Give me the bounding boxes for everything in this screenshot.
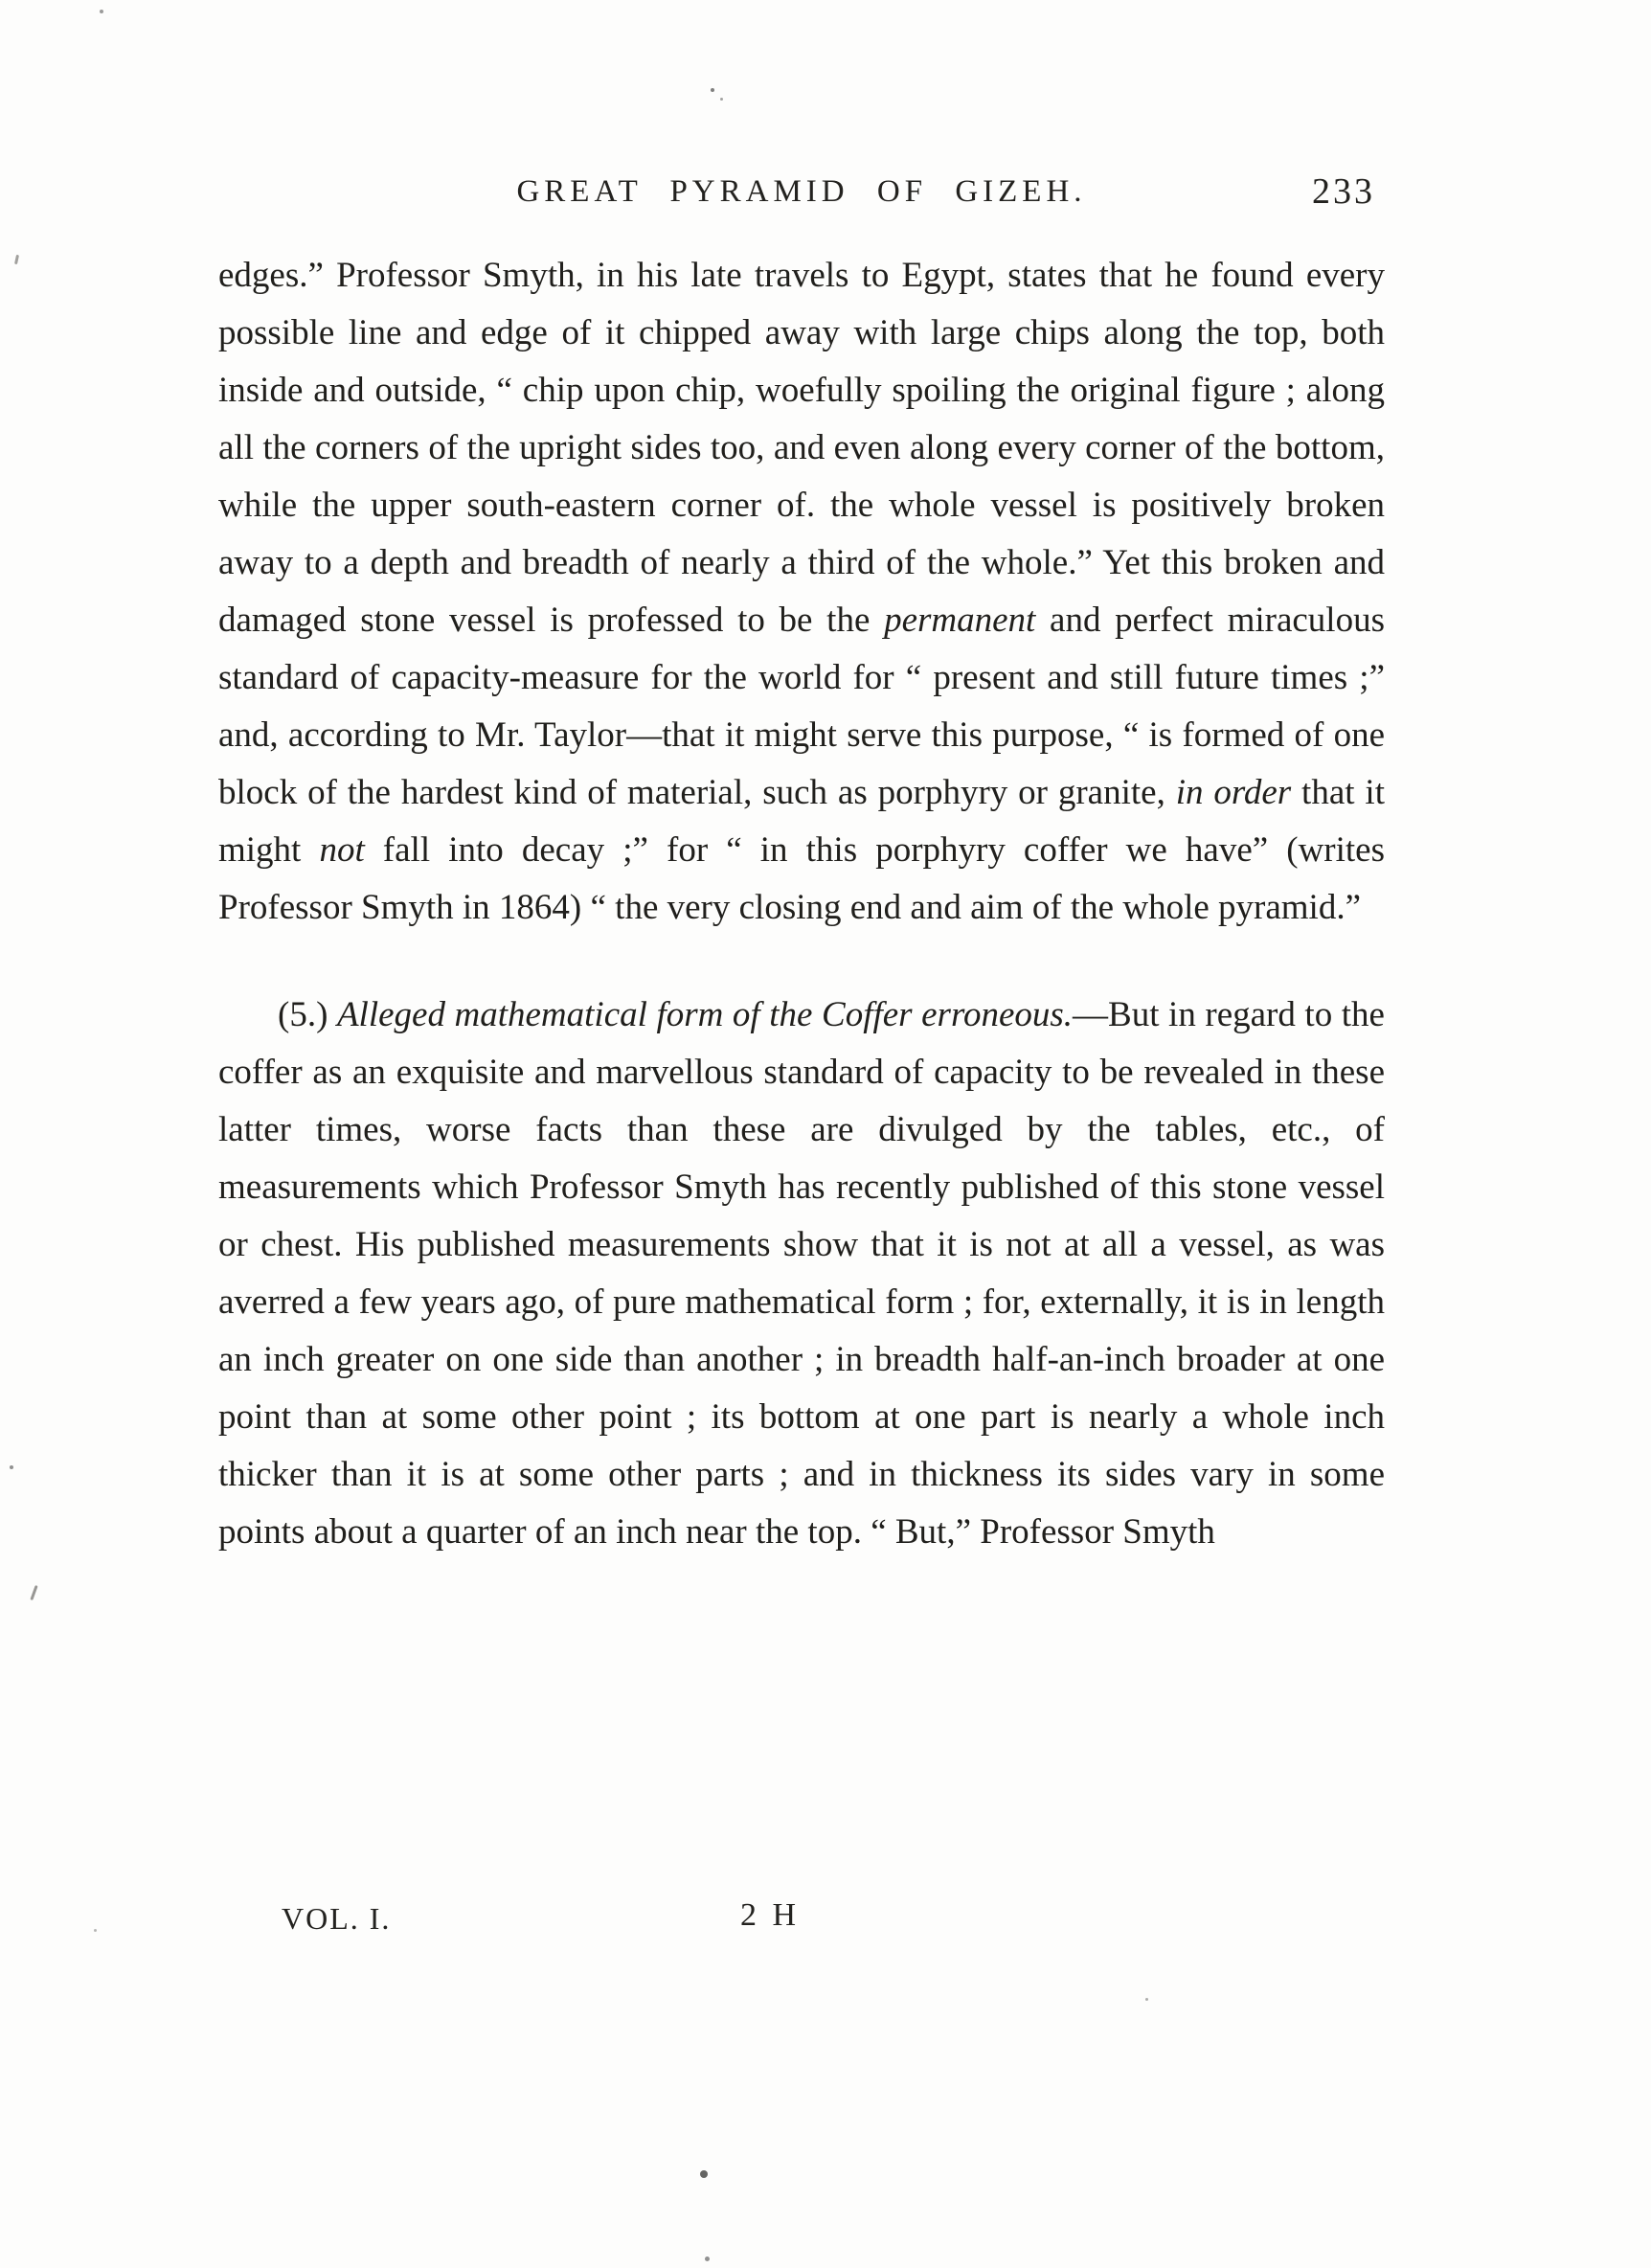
scan-speck [711,88,714,92]
page-header [218,171,1385,212]
scan-speck [100,10,103,13]
text-run: edges.” Professor Smyth, in his late travels to Egypt, states that he found every possible line and edge of it chipped away with large chips along the top, both inside and outside, “ chip upon chip, woefully spoiling the original figure ; along all the corners of the upright sides too, and even along every corner of the bottom, while the upper south-eastern corner of. the whole vessel is positively broken away to a depth and breadth of nearly a third of the whole.” Yet this broken and damaged stone vessel is professed to be the [218,256,1385,640]
body-text [218,247,1385,1561]
volume-label: VOL. I. [282,1901,392,1936]
italic-text-run: Alleged mathematical form of the Coffer erroneous. [336,995,1074,1034]
scan-speck [705,2257,710,2261]
text-run: that it might [218,773,1385,870]
scan-speck [14,255,19,264]
scan-speck [720,98,723,101]
scan-speck [1145,1998,1148,2001]
text-run: —But in regard to the coffer as an exquisite and marvellous standard of capacity to be revealed in these latter times, worse facts than these are divulged by the tables, etc., of measurements which Professor Smyth has recently published of this stone vessel or chest. His published measurements show that it is not at all a vessel, as was averred a few years ago, of pure mathematical form ; for, externally, it is in length an inch greater on one side than another ; in breadth half-an-inch broader at one point than at some other point ; its bottom at one part is nearly a whole inch thicker than it is at some other parts ; and in thickness its sides vary in some points about a quarter of an inch near the top. “ But,” Professor Smyth [218,995,1385,1552]
page-footer [218,1897,1385,1959]
italic-text-run: permanent [884,601,1036,640]
paragraph [218,987,1385,1561]
text-run: (5.) [278,995,337,1034]
text-run: fall into decay ;” for “ in this porphyry coffer we have” (writes Professor Smyth in 1864) “ the very closing end and aim of the whole pyramid.” [218,830,1385,927]
scan-speck [30,1585,37,1600]
page-number: 233 [1312,171,1375,212]
text-run: and perfect miraculous standard of capacity-measure for the world for “ present and still future times ;” and, according to Mr. Taylor—that it might serve this purpose, “ is formed of one block of the hardest kind of material, such as porphyry or granite, [218,601,1385,812]
italic-text-run: not [319,830,365,870]
scan-speck [700,2170,708,2178]
running-title: GREAT PYRAMID OF GIZEH. [516,174,1087,209]
scan-speck [94,1929,97,1932]
scan-speck [10,1465,13,1469]
signature-mark: 2 H [740,1897,801,1933]
paragraph [218,247,1385,937]
italic-text-run: in order [1175,773,1292,812]
